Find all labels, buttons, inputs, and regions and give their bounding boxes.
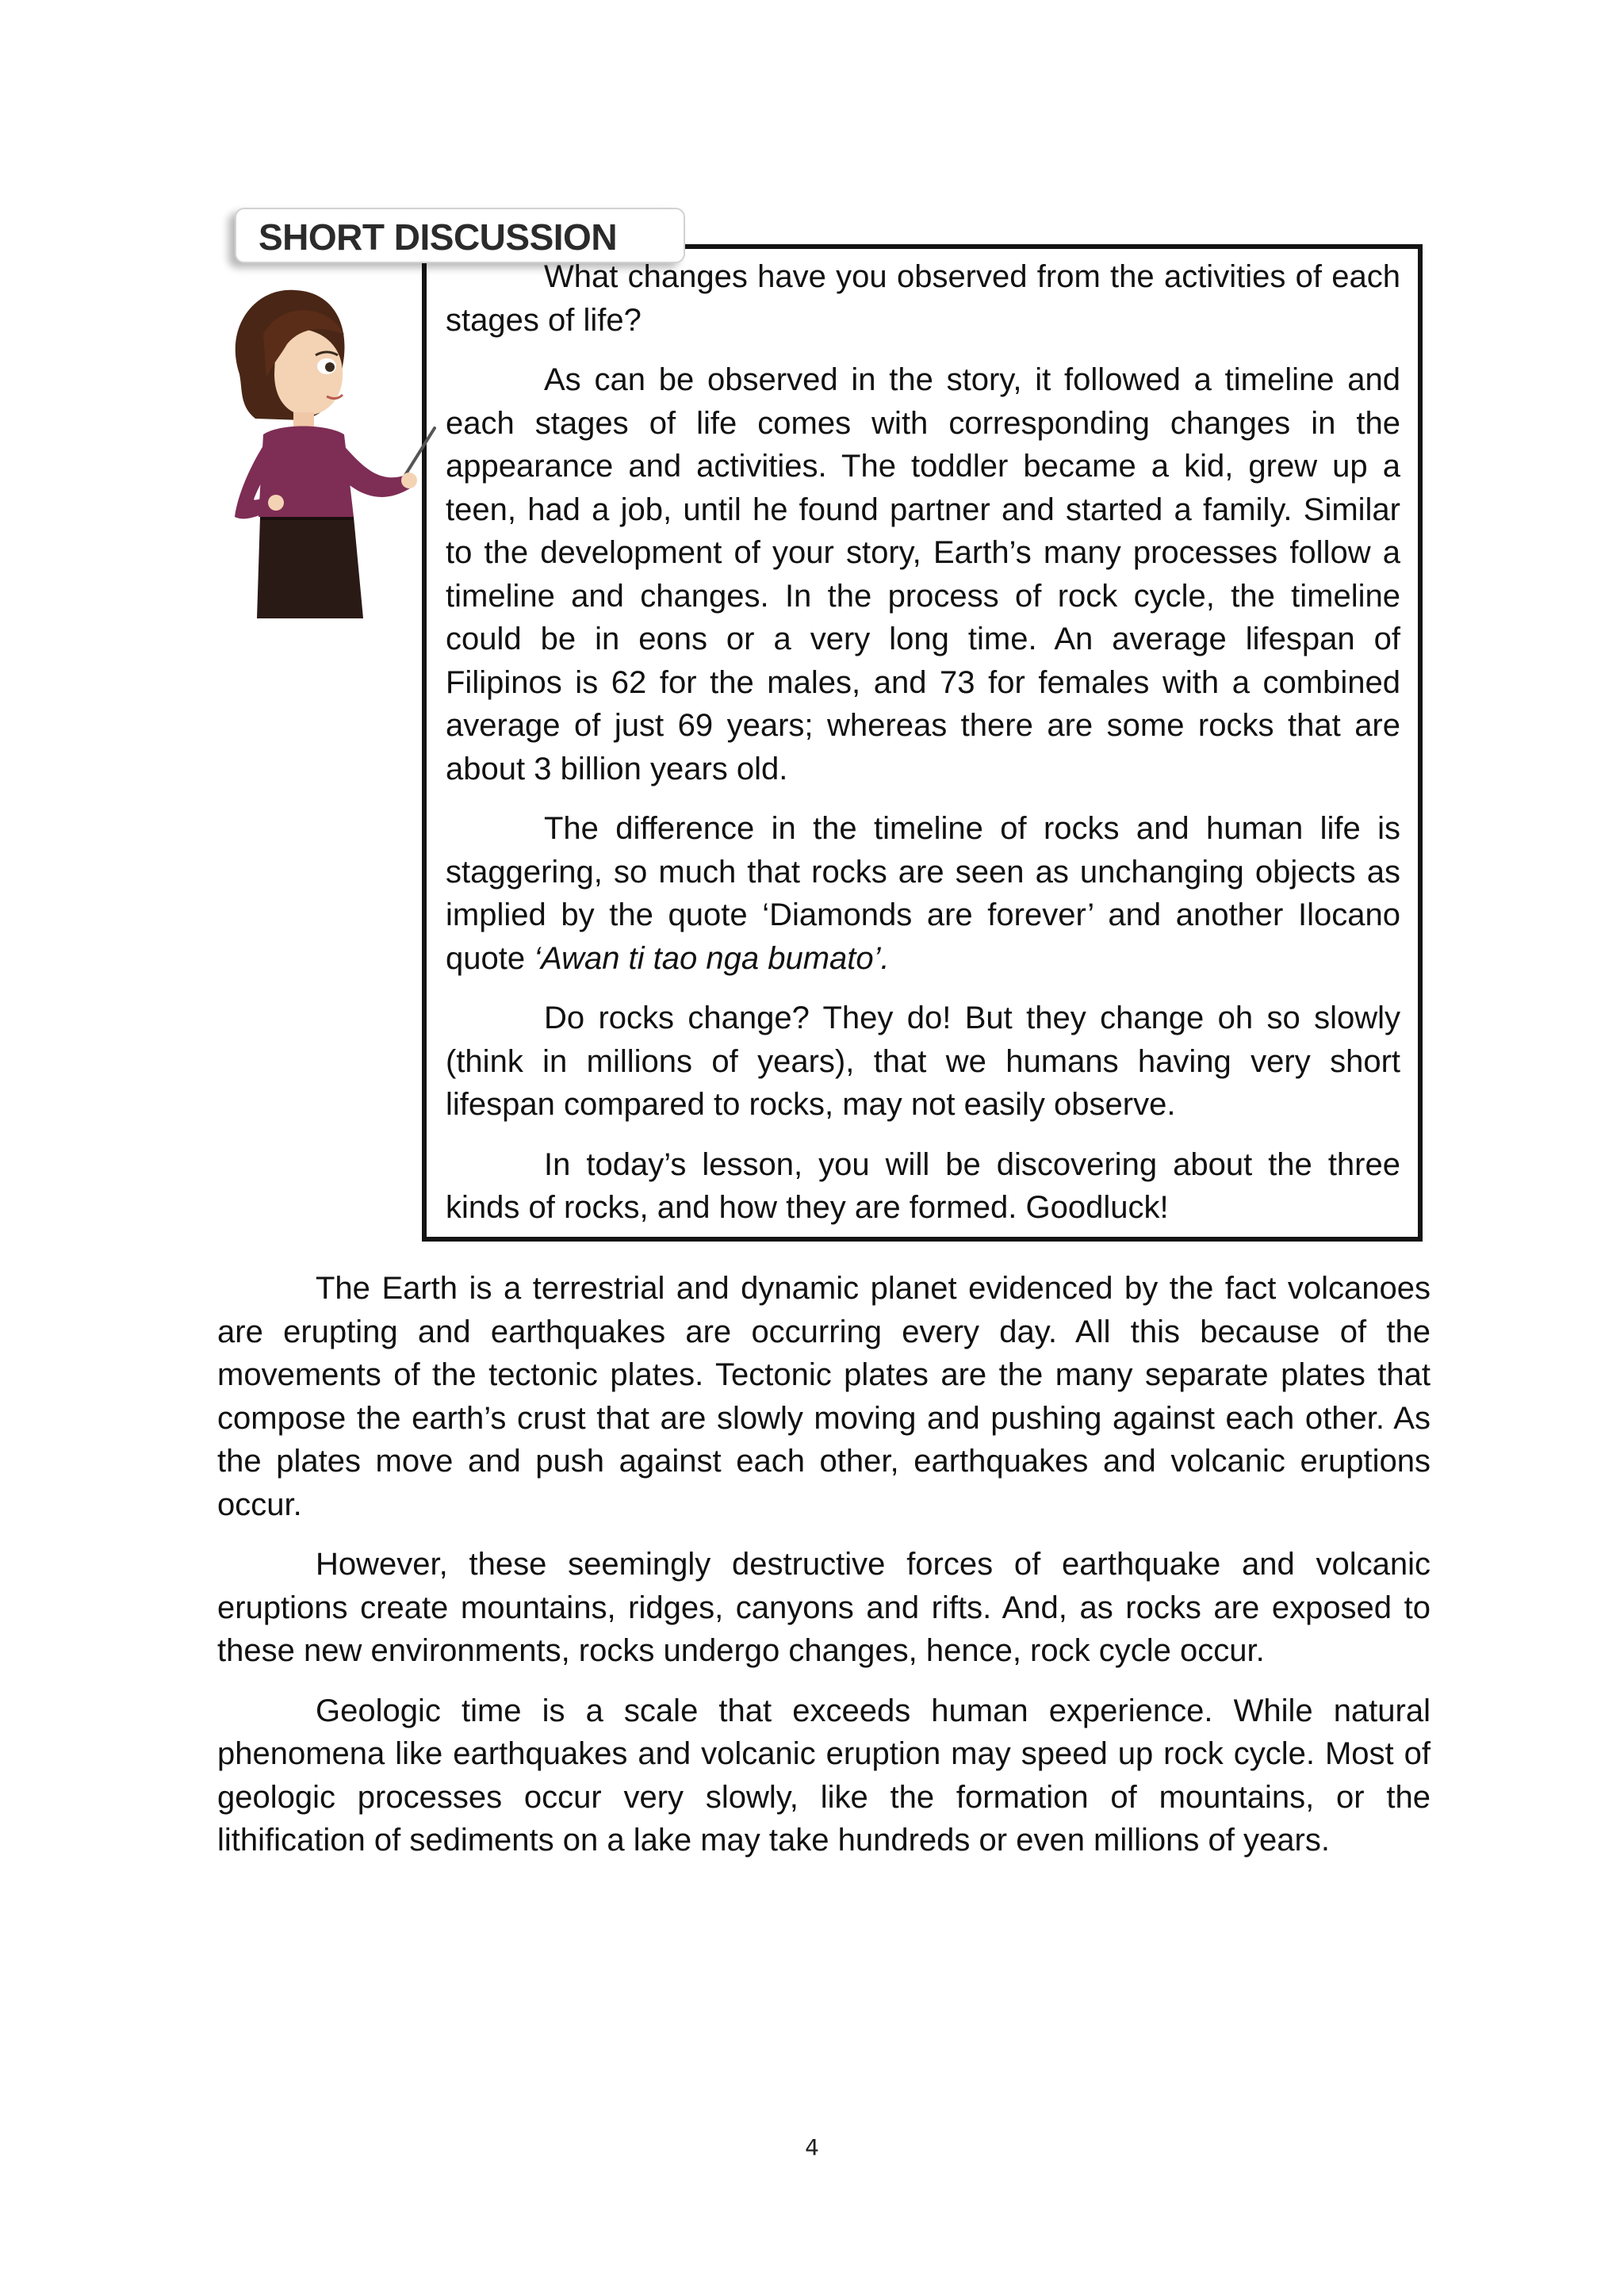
ilocano-quote: ‘Awan ti tao nga bumato’. [534, 940, 890, 976]
teacher-illustration [208, 279, 446, 618]
section-title: SHORT DISCUSSION [235, 208, 685, 263]
body-paragraph: The Earth is a terrestrial and dynamic planet evidenced by the fact volcanoes are erupting and earthquakes are occurring every day. All this because of the movements of the tectonic plates. Tectonic plates are the many separate plates that compose the earth’s crust that are slowly moving and pushing against each other. As the plates move and push against each other, earthquakes and volcanic eruptions occur. [217, 1271, 1431, 1522]
discussion-text [446, 255, 1400, 1246]
discussion-paragraph: In today’s lesson, you will be discovering about the three kinds of rocks, and how they are formed. Goodluck! [446, 1146, 1400, 1225]
body-paragraph: However, these seemingly destructive forces of earthquake and volcanic eruptions create mountains, ridges, canyons and rifts. And, as rocks are exposed to these new environments, rocks undergo changes, hence, rock cycle occur. [217, 1547, 1431, 1668]
main-body-text [217, 1267, 1431, 1879]
page-number: 4 [805, 2134, 819, 2160]
body-paragraph: Geologic time is a scale that exceeds human experience. While natural phenomena like earthquakes and volcanic eruption may speed up rock cycle. Most of geologic processes occur very slowly, like the formation of mountains, or the lithification of sediments on a lake may take hundreds or even millions of years. [217, 1693, 1431, 1858]
discussion-paragraph: Do rocks change? They do! But they change oh so slowly (think in millions of years), that we humans having very short lifespan compared to rocks, may not easily observe. [446, 1001, 1400, 1122]
discussion-paragraph [446, 807, 1400, 980]
discussion-paragraph: As can be observed in the story, it followed a timeline and each stages of life comes with corresponding changes in the appearance and activities. The toddler became a kid, grew up a teen, had a job, until he found partner and started a family. Similar to the development of your story, Earth’s many processes follow a timeline and changes. In the process of rock cycle, the timeline could be in eons or a very long time. An average lifespan of Filipinos is 62 for the males, and 73 for females with a combined average of just 69 years; whereas there are some rocks that are about 3 billion years old. [446, 362, 1400, 786]
discussion-text-run: The difference in the timeline of rocks and human life is staggering, so much that rocks are seen as unchanging objects as implied by the quote ‘Diamonds are forever’ and another Ilocano quote [446, 811, 1400, 976]
discussion-paragraph: What changes have you observed from the activities of each stages of life? [446, 259, 1400, 338]
